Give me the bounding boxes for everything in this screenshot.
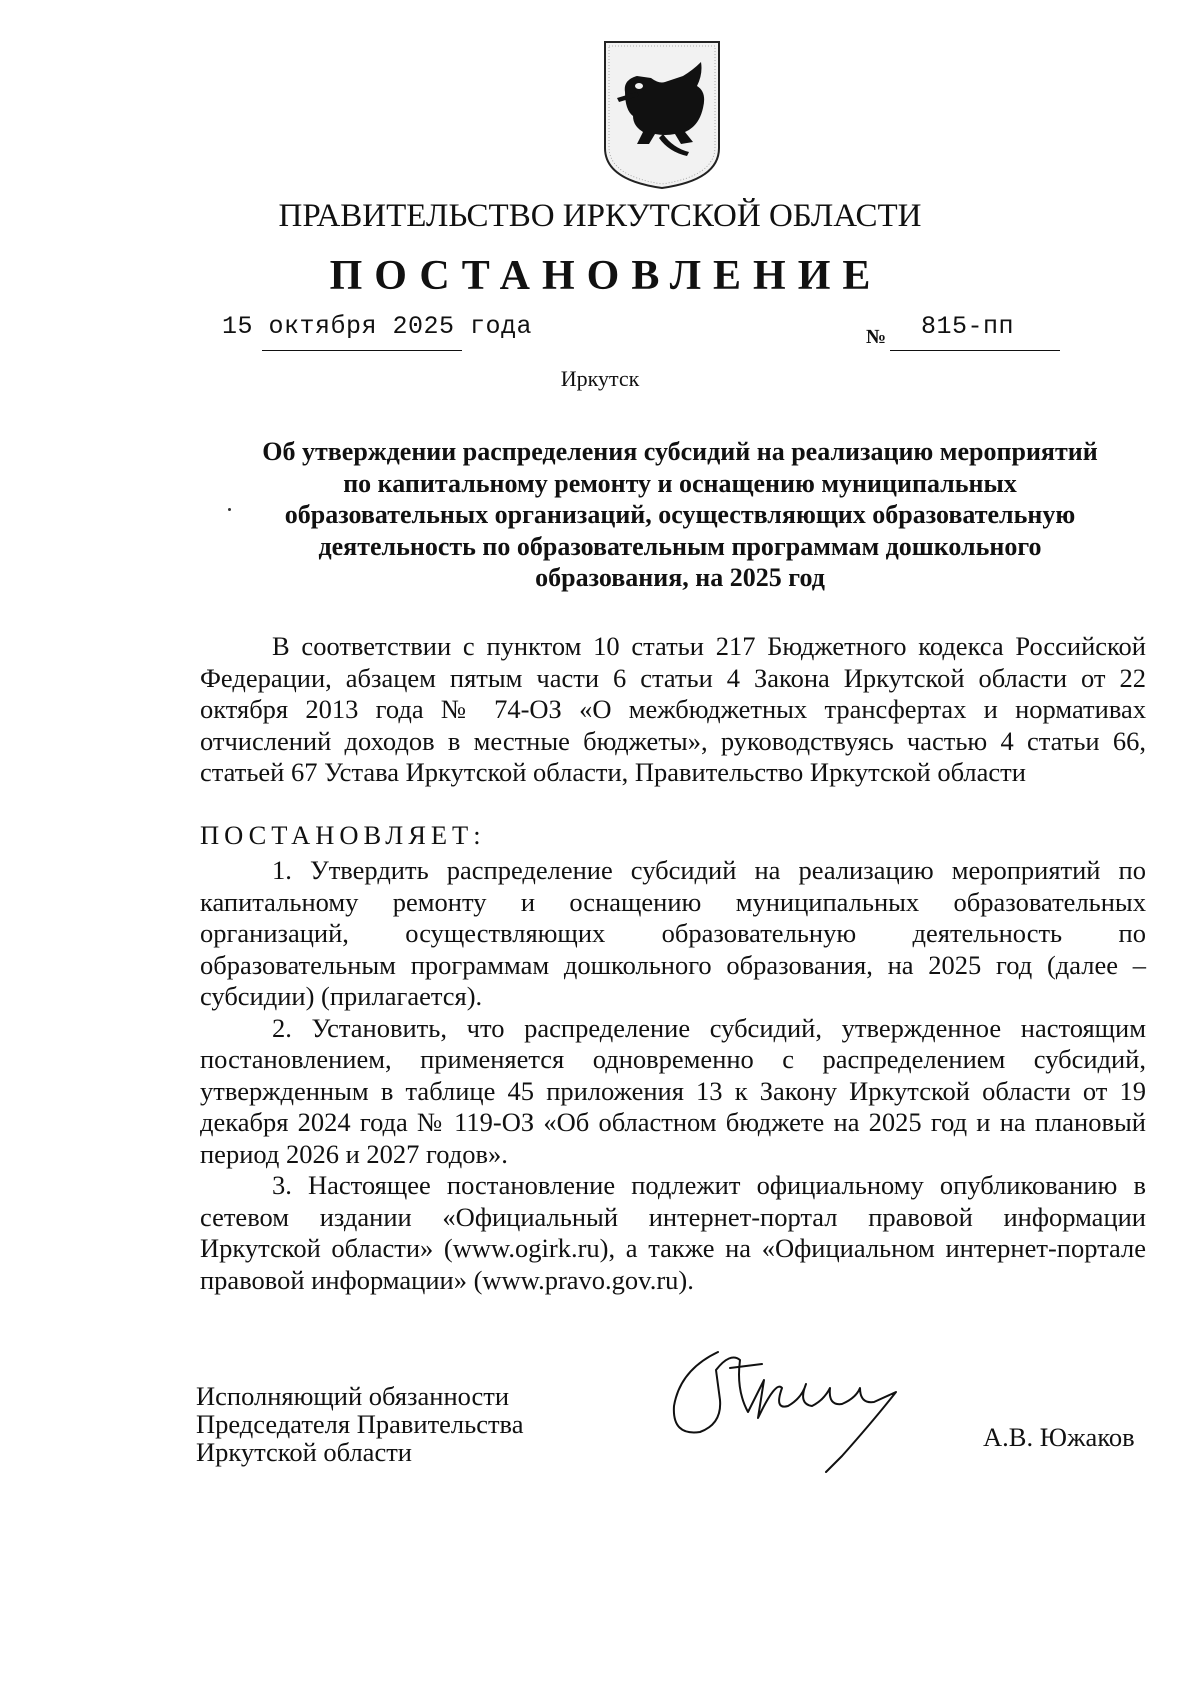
signatory-name: А.В. Южаков	[983, 1422, 1135, 1452]
decree-word: ПОСТАНОВЛЯЕТ:	[200, 820, 486, 850]
preamble-text	[200, 631, 1146, 789]
title-line: Об утверждении распределения субсидий на реализацию мероприятий	[262, 437, 1098, 466]
preamble-paragraph: В соответствии с пунктом 10 статьи 217 Бюджетного кодекса Российской Федерации, абзацем пятым части 6 статьи 4 Закона Иркутской области от 22 октября 2013 года № 74-ОЗ «О межбюджетных трансфертах и нормативах отчислений доходов в местные бюджеты», руководствуясь частью 4 статьи 66, статьей 67 Устава Иркутской области, Правительство Иркутской области	[200, 631, 1146, 787]
position-line: Исполняющий обязанности	[196, 1381, 510, 1411]
resolution-items	[200, 855, 1146, 1296]
city-name: Иркутск	[560, 366, 640, 391]
title-line: образования, на 2025 год	[535, 563, 825, 592]
document-type: ПОСТАНОВЛЕНИЕ	[329, 253, 883, 299]
number-underline	[890, 350, 1060, 351]
number-sign: №	[866, 326, 887, 348]
signatory-position	[196, 1382, 524, 1466]
handwritten-signature	[660, 1340, 960, 1480]
title-line: деятельность по образовательным программам дошкольного	[318, 531, 1042, 561]
title-line: образовательных организаций, осуществляющих образовательную	[284, 500, 1076, 529]
title-line: по капитальному ремонту и оснащению муниципальных	[343, 468, 1017, 498]
coat-of-arms-icon	[603, 40, 721, 190]
government-name: ПРАВИТЕЛЬСТВО ИРКУТСКОЙ ОБЛАСТИ	[278, 198, 922, 234]
resolution-item: 1. Утвердить распределение субсидий на реализацию мероприятий по капитальному ремонту и оснащению муниципальных образовательных организаций, осуществляющих образовательную деятельность по образовательным программам дошкольного образования, на 2025 год (далее – субсидии) (прилагается).	[200, 855, 1146, 1011]
document-number: 815-пп	[921, 312, 1015, 341]
document-date: 15 октября 2025 года	[222, 312, 533, 341]
position-line: Иркутской области	[196, 1437, 412, 1467]
stray-dot	[228, 508, 231, 511]
date-underline	[262, 350, 462, 351]
position-line: Председателя Правительства	[196, 1409, 524, 1439]
resolution-item: 3. Настоящее постановление подлежит официальному опубликованию в сетевом издании «Официальный интернет-портал правовой информации Иркутской области» (www.ogirk.ru), а также на «Официальном интернет-портале правовой информации» (www.pravo.gov.ru).	[200, 1170, 1146, 1295]
resolution-item: 2. Установить, что распределение субсидий, утвержденное настоящим постановлением, применяется одновременно с распределением субсидий, утвержденным в таблице 45 приложения 13 к Закону Иркутской области от 19 декабря 2024 года № 119-ОЗ «Об областном бюджете на 2025 год и на плановый период 2026 и 2027 годов».	[200, 1012, 1146, 1169]
document-title	[205, 436, 1155, 594]
